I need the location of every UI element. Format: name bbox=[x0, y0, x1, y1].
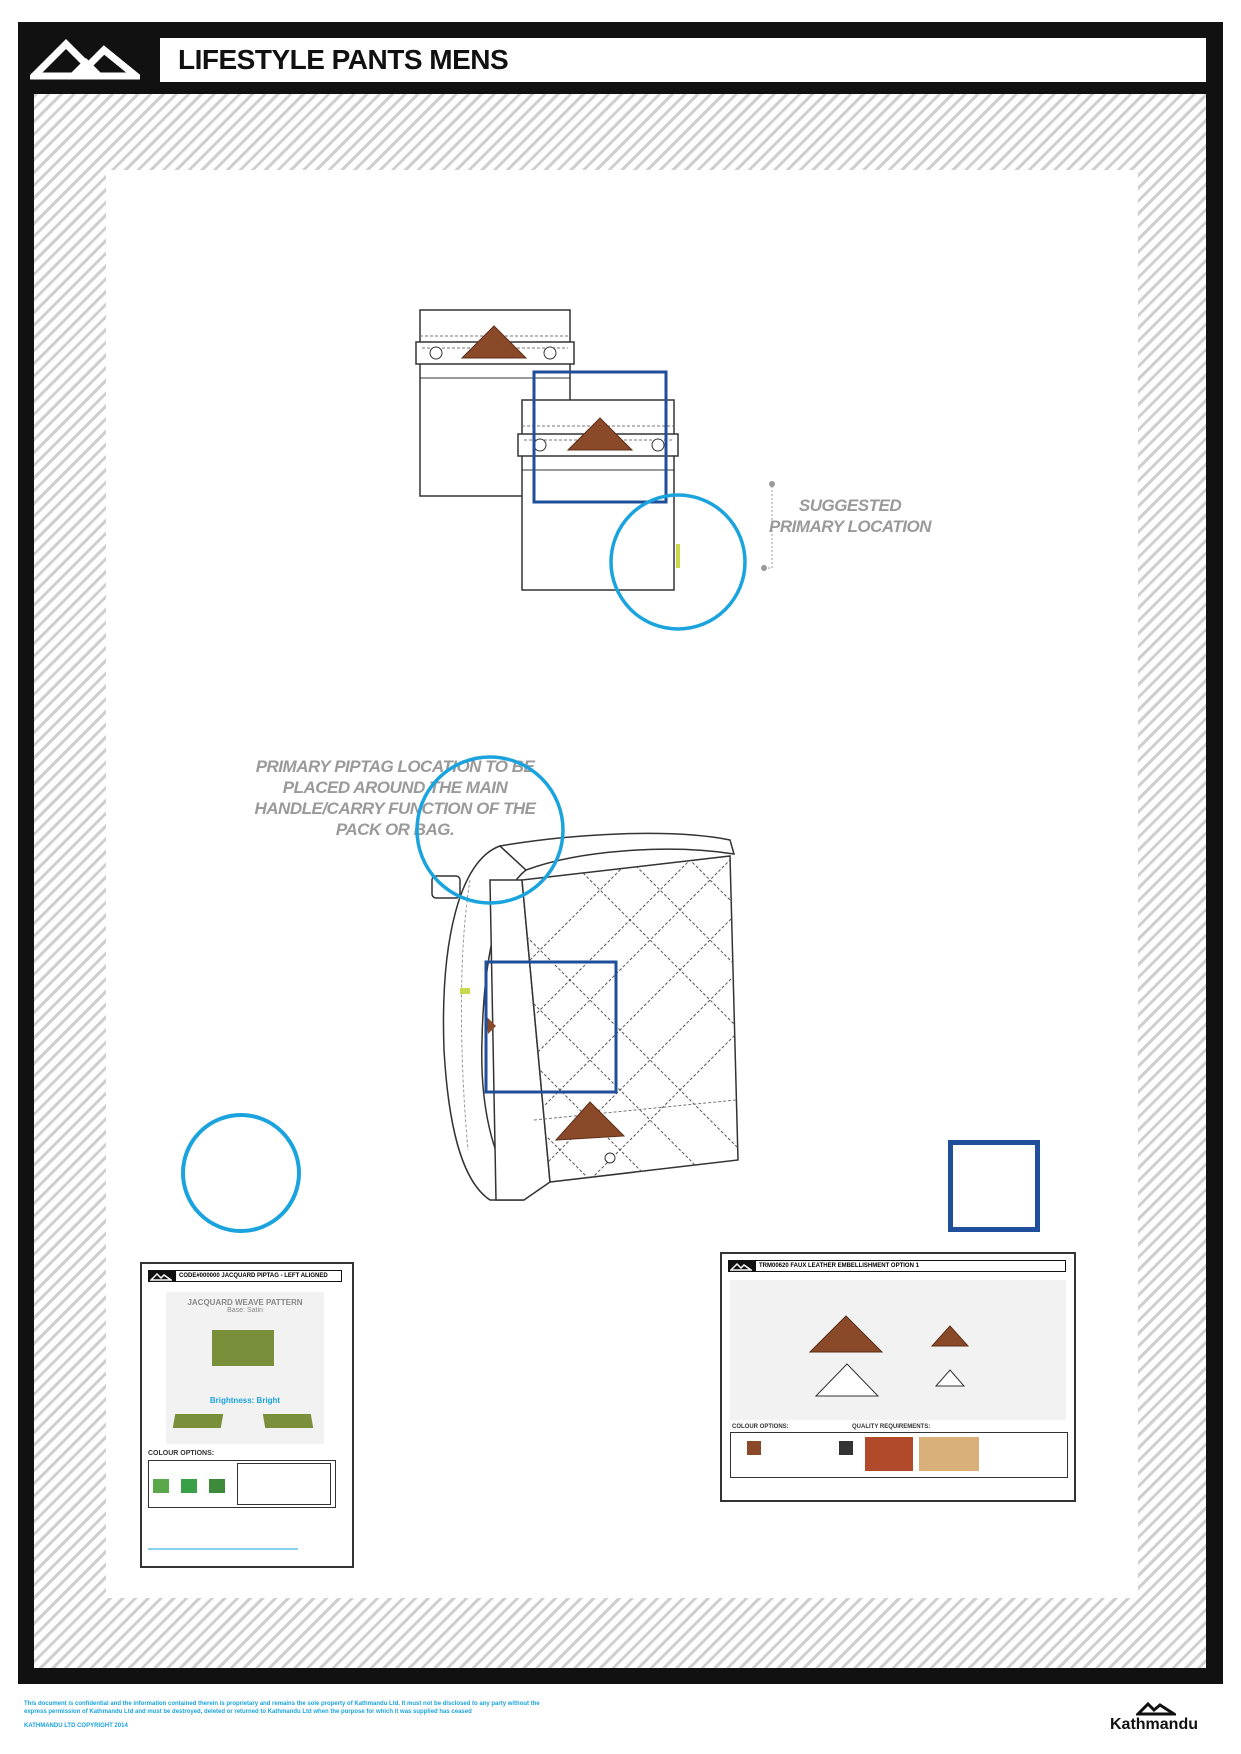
sheet-footer-line bbox=[148, 1548, 298, 1550]
handle-highlight-circle bbox=[400, 740, 580, 920]
spec-panel bbox=[730, 1280, 1066, 1420]
callout-suggested: SUGGESTED PRIMARY LOCATION bbox=[768, 496, 931, 536]
footer-brand: Kathmandu bbox=[1110, 1716, 1198, 1733]
logo-outline-small bbox=[934, 1368, 966, 1388]
callout-primary: PRIMARY PIPTAG LOCATION TO BE PLACED AROUND THE MAIN HANDLE/CARRY FUNCTION OF THE PACK OR BAG. bbox=[254, 757, 536, 839]
spec-sheet-jacquard: CODE#000000 JACQUARD PIPTAG - LEFT ALIGNED JACQUARD WEAVE PATTERN Base: Satin Brightness: Bright COLOUR OPTIONS: bbox=[140, 1262, 354, 1568]
spec-sheet-header: TRM00620 FAUX LEATHER EMBELLISHMENT OPTION 1 bbox=[728, 1260, 1066, 1272]
jacquard-tag-back bbox=[263, 1414, 313, 1428]
kathmandu-logo-icon bbox=[150, 1272, 172, 1281]
spec-sheet-header: CODE#000000 JACQUARD PIPTAG - LEFT ALIGNED bbox=[148, 1270, 342, 1282]
notes-box bbox=[237, 1463, 331, 1505]
colour-swatch bbox=[181, 1479, 197, 1493]
confidentiality-notice: This document is confidential and the information contained therein is proprietary and remains the sole property of Kathmandu Ltd. It must not be disclosed to any party without the express permission of Kathmandu Ltd and must be destroyed, deleted or returned to Kathmandu Ltd when the purpose for which it was supplied has ceased KATHMANDU LTD COPYRIGHT 2014 bbox=[24, 1701, 540, 1729]
options-panel bbox=[730, 1432, 1068, 1478]
colour-swatch bbox=[747, 1441, 761, 1455]
colour-swatch bbox=[839, 1441, 853, 1455]
colour-swatch bbox=[209, 1479, 225, 1493]
logo-outline-tag bbox=[812, 1360, 882, 1400]
spec-panel: JACQUARD WEAVE PATTERN Base: Satin Brightness: Bright bbox=[166, 1292, 324, 1444]
quality-sample-tan bbox=[919, 1437, 979, 1471]
jacquard-tag-swatch bbox=[212, 1330, 274, 1366]
spec-sheet-faux-leather: TRM00620 FAUX LEATHER EMBELLISHMENT OPTION 1 COLOUR OPTIONS: QUALITY REQUIREMENTS: bbox=[720, 1252, 1076, 1502]
legend-square-icon bbox=[948, 1140, 1040, 1232]
page-title: LIFESTYLE PANTS MENS bbox=[178, 44, 509, 75]
kathmandu-footer-logo-icon bbox=[1136, 1700, 1176, 1716]
colour-options-panel bbox=[148, 1460, 336, 1508]
legend-circle-icon bbox=[176, 1108, 306, 1238]
kathmandu-logo-icon bbox=[730, 1262, 752, 1271]
flat-pouch-sketch bbox=[410, 300, 840, 640]
jacquard-tag-front bbox=[173, 1414, 223, 1428]
quality-sample-red bbox=[865, 1437, 913, 1471]
leather-tag-large bbox=[806, 1312, 886, 1356]
kathmandu-logo-icon bbox=[30, 36, 140, 80]
leather-tag-small bbox=[930, 1324, 970, 1348]
colour-swatch bbox=[153, 1479, 169, 1493]
